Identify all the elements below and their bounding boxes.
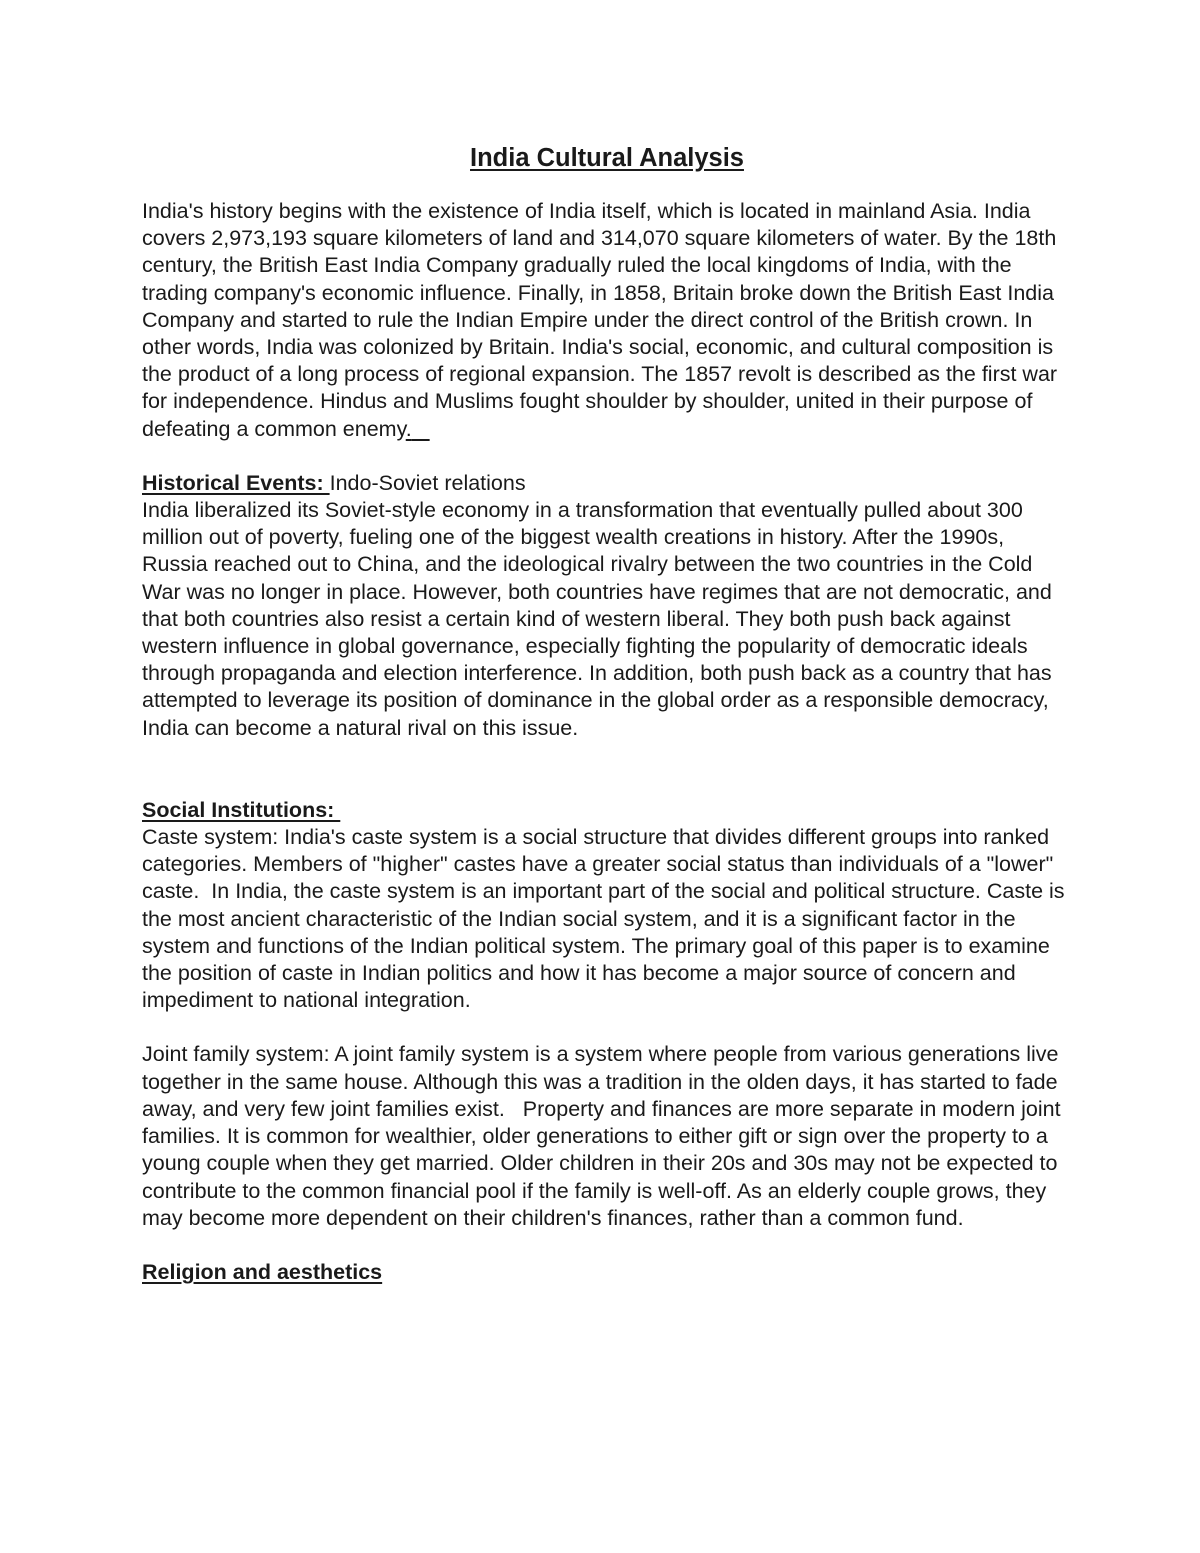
historical-events-subject: Indo-Soviet relations (329, 470, 526, 495)
document-title: India Cultural Analysis (470, 144, 744, 172)
intro-text: India's history begins with the existence of India itself, which is located in mainland Asia. India covers 2,973,193 square kilometers of land and 314,070 square kilometers of water. By the 18th century, the British East India Company gradually ruled the local kingdoms of India, with the trading company's economic influence. Finally, in 1858, Britain broke down the British East India Company and started to rule the Indian Empire under the direct control of the British crown. In other words, India was colonized by Britain. India's social, economic, and cultural composition is the product of a long process of regional expansion. The 1857 revolt is described as the first war for independence. Hindus and Muslims fought shoulder by shoulder, united in their purpose of defeating a common enemy (142, 199, 1058, 441)
intro-end-mark: . (405, 416, 412, 441)
religion-aesthetics-heading: Religion and aesthetics (142, 1259, 383, 1284)
caste-system-paragraph: Caste system: India's caste system is a social structure that divides different groups into ranked categories. Members of "higher" castes have a greater social status than individuals of a "lower" caste. In India, the caste system is an important part of the social and political structure. Caste is the most ancient characteristic of the Indian social system, and it is a significant factor in the system and functions of the Indian political system. The primary goal of this paper is to examine the position of caste in Indian politics and how it has become a major source of concern and impediment to national integration. (142, 825, 1071, 1013)
social-institutions-heading-line (142, 797, 1072, 824)
intro-paragraph (142, 198, 1072, 443)
historical-events-heading: Historical Events: (142, 470, 330, 495)
social-institutions-heading: Social Institutions: (142, 797, 341, 822)
document-page (142, 140, 1072, 1286)
religion-aesthetics-heading-line (142, 1259, 1072, 1286)
historical-events-paragraph: India liberalized its Soviet-style economy in a transformation that eventually pulled about 300 million out of poverty, fueling one of the biggest wealth creations in history. After the 1990s, Russia reached out to China, and the ideological rivalry between the two countries in the Cold War was no longer in place. However, both countries have regimes that are not democratic, and that both countries also resist a certain kind of western liberal. They both push back against western influence in global governance, especially fighting the popularity of democratic ideals through propaganda and election interference. In addition, both push back as a country that has attempted to leverage its position of dominance in the global order as a responsible democracy, India can become a natural rival on this issue. (142, 498, 1052, 740)
joint-family-paragraph: Joint family system: A joint family system is a system where people from various generations live together in the same house. Although this was a tradition in the olden days, it has started to fade away, and very few joint families exist. Property and finances are more separate in modern joint families. It is common for wealthier, older generations to either gift or sign over the property to a young couple when they get married. Older children in their 20s and 30s may not be expected to contribute to the common financial pool if the family is well-off. As an elderly couple grows, they may become more dependent on their children's finances, rather than a common fund. (142, 1042, 1067, 1230)
historical-events-heading-line (142, 470, 1072, 497)
